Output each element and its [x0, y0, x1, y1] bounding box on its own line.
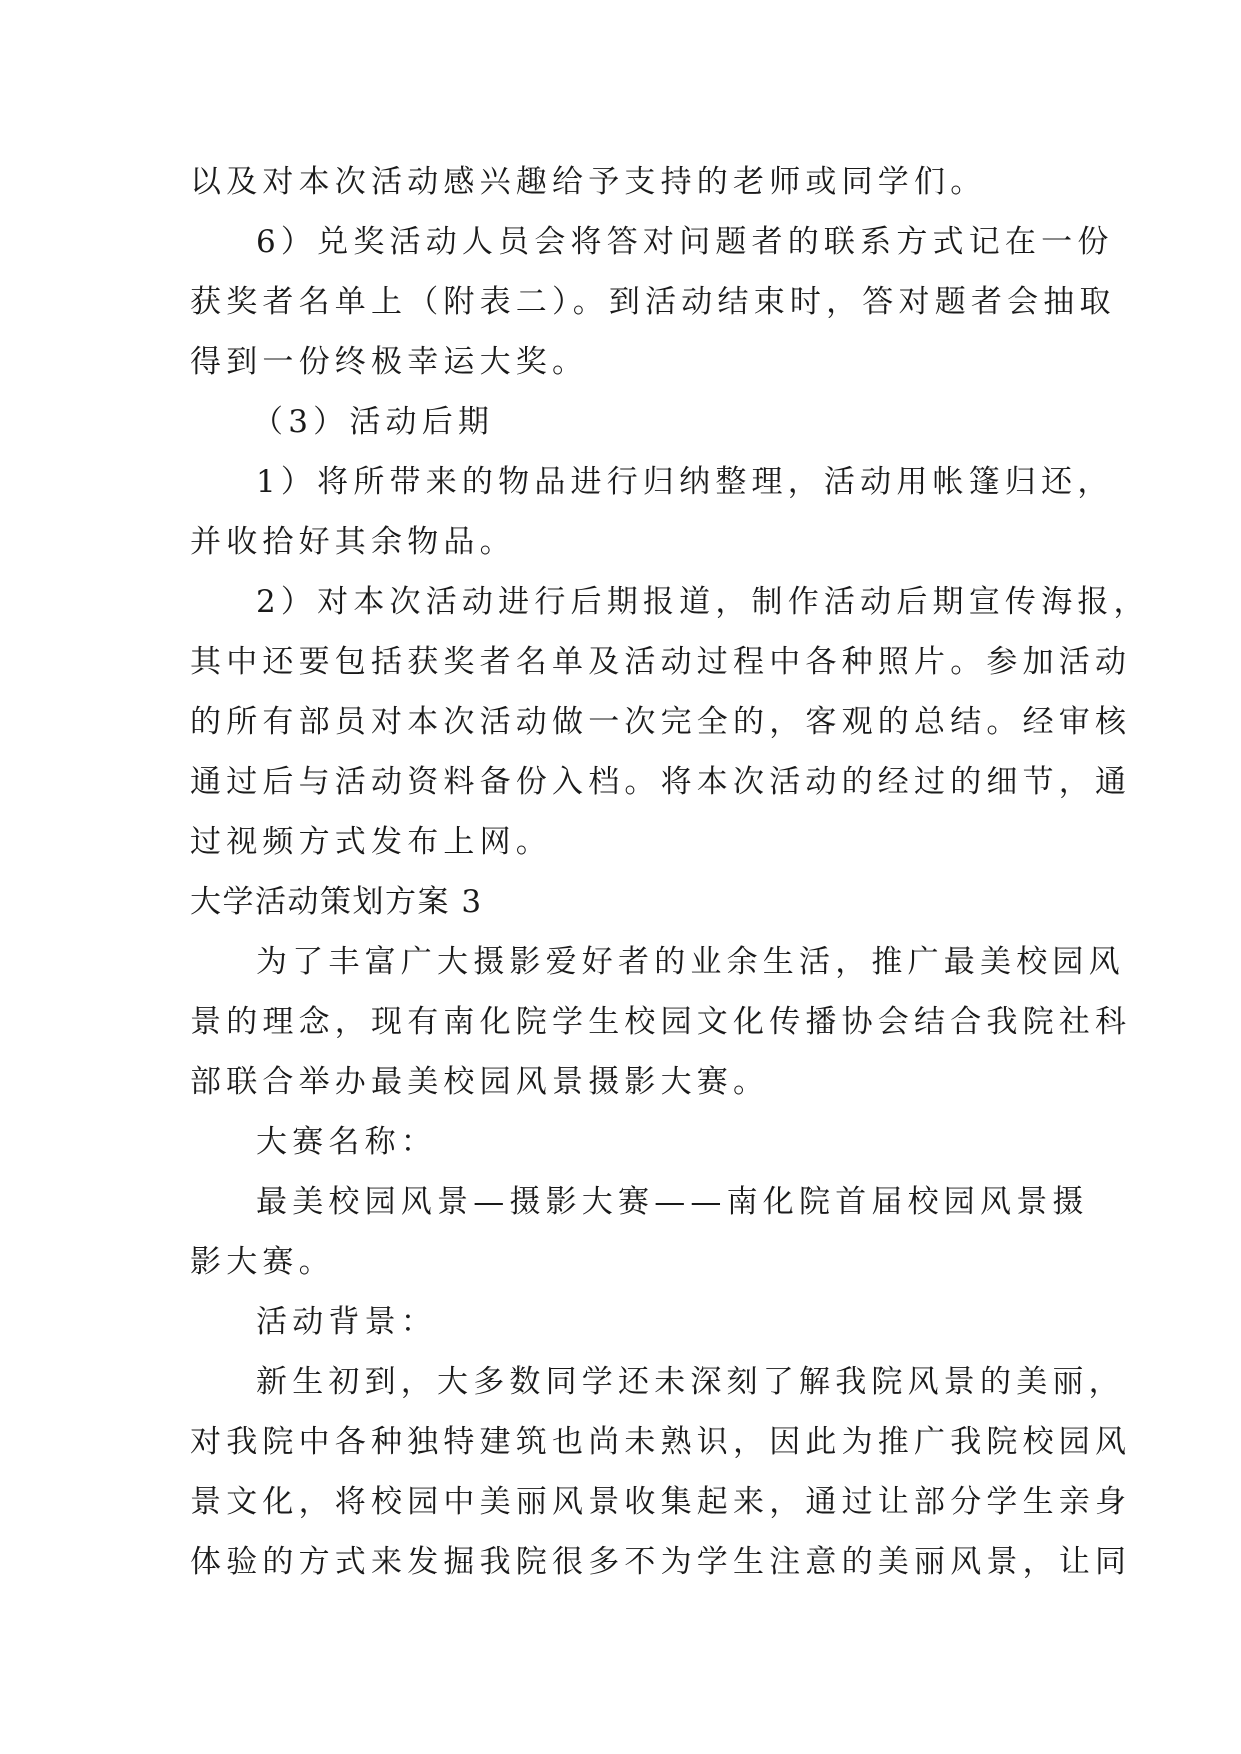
paragraph-line: 过视频方式发布上网。	[190, 824, 552, 860]
paragraph-line: 6）兑奖活动人员会将答对问题者的联系方式记在一份	[256, 224, 1114, 260]
paragraph-line: 部联合举办最美校园风景摄影大赛。	[190, 1064, 770, 1100]
paragraph-line: 为了丰富广大摄影爱好者的业余生活，推广最美校园风	[256, 944, 1125, 980]
subheading: 大赛名称：	[256, 1124, 437, 1160]
paragraph-line: 获奖者名单上（附表二）。到活动结束时，答对题者会抽取	[190, 284, 1116, 320]
paragraph-line: 体验的方式来发掘我院很多不为学生注意的美丽风景，让同	[190, 1544, 1132, 1580]
document-page	[190, 152, 1150, 1592]
paragraph-line: 最美校园风景—摄影大赛——南化院首届校园风景摄	[256, 1184, 1089, 1220]
section-heading: （3）活动后期	[252, 404, 495, 440]
paragraph-line: 并收拾好其余物品。	[190, 524, 516, 560]
paragraph-line: 影大赛。	[190, 1244, 335, 1280]
paragraph-line: 以及对本次活动感兴趣给予支持的老师或同学们。	[190, 164, 987, 200]
paragraph-line: 通过后与活动资料备份入档。将本次活动的经过的细节，通	[190, 764, 1132, 800]
paragraph-line: 新生初到，大多数同学还未深刻了解我院风景的美丽，	[256, 1364, 1125, 1400]
paragraph-line: 得到一份终极幸运大奖。	[190, 344, 589, 380]
document-title: 大学活动策划方案 3	[190, 884, 483, 920]
paragraph-line: 的所有部员对本次活动做一次完全的，客观的总结。经审核	[190, 704, 1132, 740]
paragraph-line: 1）将所带来的物品进行归纳整理，活动用帐篷归还，	[256, 464, 1114, 500]
paragraph-line: 其中还要包括获奖者名单及活动过程中各种照片。参加活动	[190, 644, 1132, 680]
paragraph-line: 对我院中各种独特建筑也尚未熟识，因此为推广我院校园风	[190, 1424, 1132, 1460]
paragraph-line: 景的理念，现有南化院学生校园文化传播协会结合我院社科	[190, 1004, 1132, 1040]
paragraph-line: 景文化，将校园中美丽风景收集起来，通过让部分学生亲身	[190, 1484, 1132, 1520]
subheading: 活动背景：	[256, 1304, 437, 1340]
paragraph-line: 2）对本次活动进行后期报道，制作活动后期宣传海报，	[256, 584, 1150, 620]
